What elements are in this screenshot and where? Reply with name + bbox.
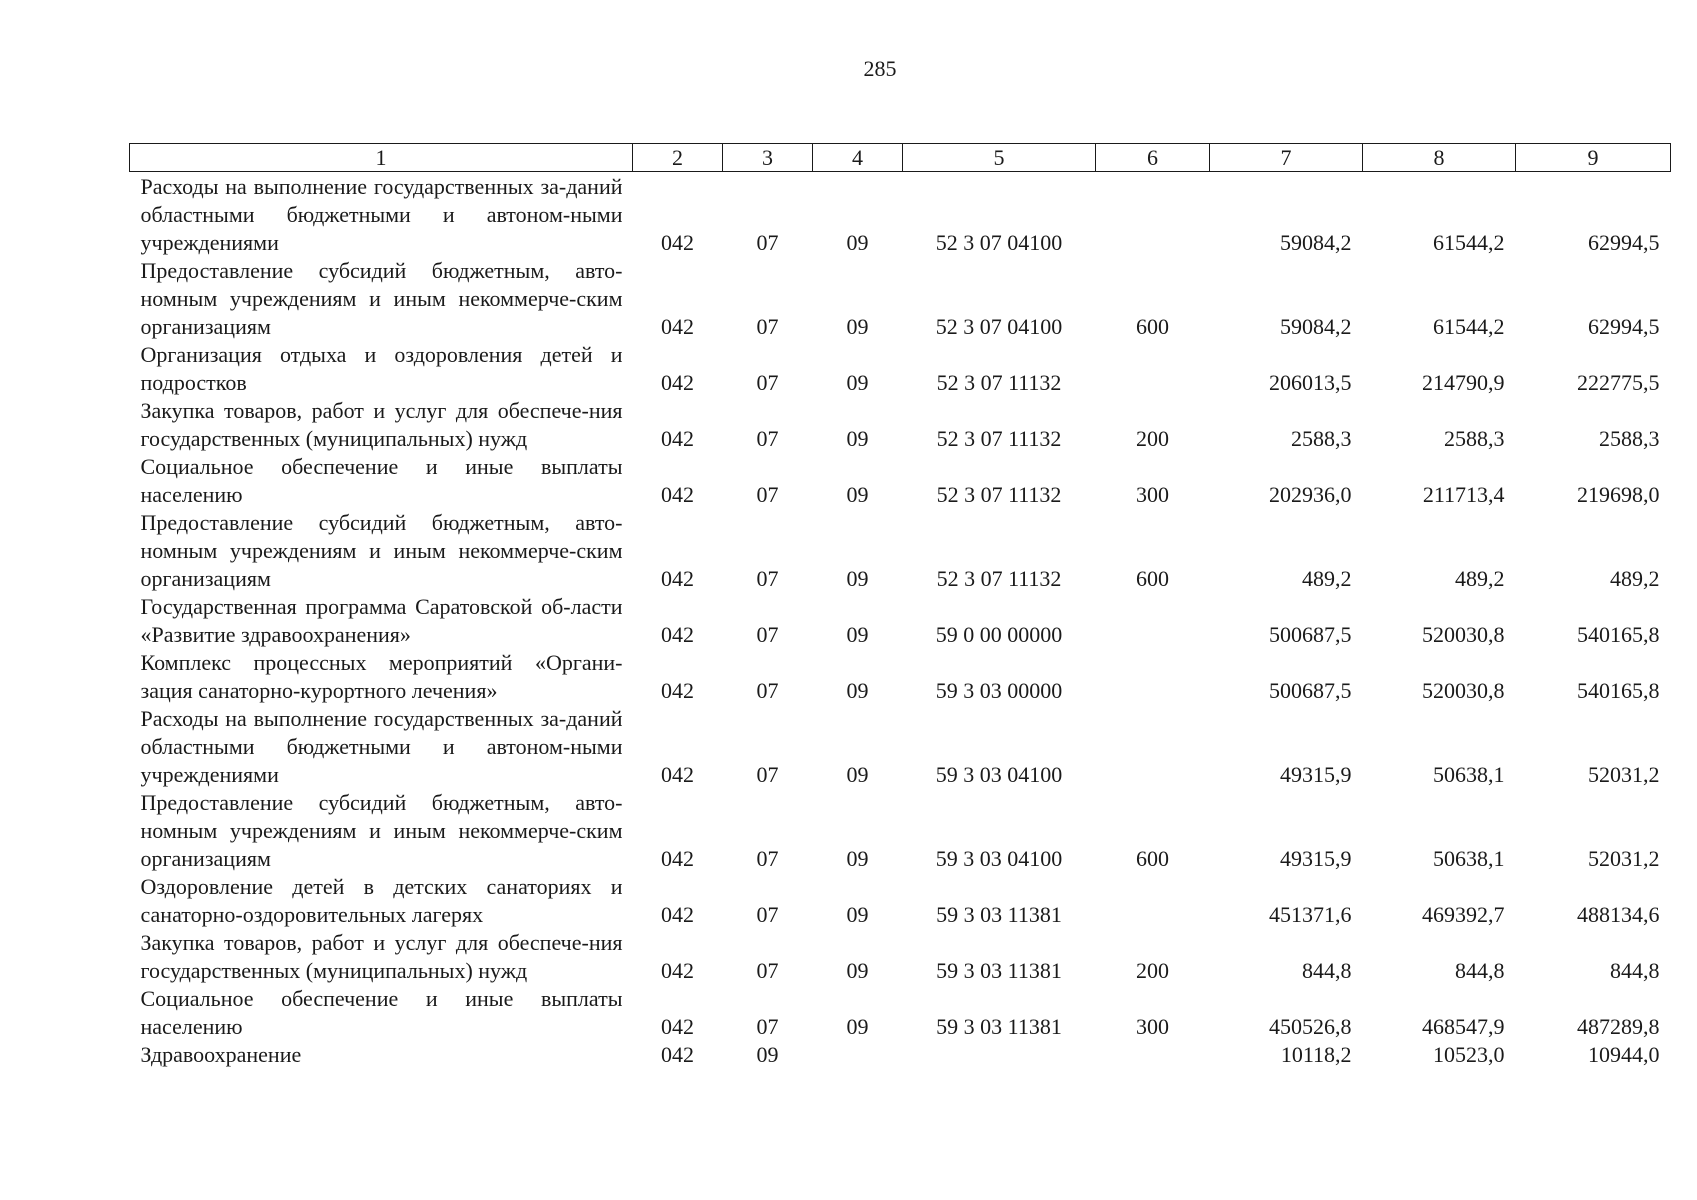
cell-amount-col7: 2588,3 — [1291, 426, 1352, 451]
cell-expense-type — [1096, 341, 1210, 397]
cell-admin-code: 042 — [661, 902, 694, 927]
cell-admin-code: 042 — [661, 482, 694, 507]
cell-target-item — [903, 1041, 1096, 1069]
table-row — [130, 789, 1671, 873]
cell-subsection: 09 — [846, 426, 869, 451]
cell-target-item: 59 0 00 00000 — [935, 622, 1063, 647]
cell-subsection: 09 — [846, 762, 869, 787]
table-row — [130, 1041, 1671, 1069]
cell-amount-col7: 59084,2 — [1280, 314, 1352, 339]
cell-amount-col8: 489,2 — [1455, 566, 1505, 591]
cell-amount-col7: 59084,2 — [1280, 230, 1352, 255]
header-col-5: 5 — [903, 144, 1096, 172]
cell-admin-code: 042 — [661, 846, 694, 871]
cell-amount-col8: 2588,3 — [1444, 426, 1505, 451]
cell-expense-type — [1096, 705, 1210, 789]
cell-amount-col8: 61544,2 — [1433, 230, 1505, 255]
cell-amount-col9: 540165,8 — [1577, 678, 1660, 703]
cell-amount-col8: 468547,9 — [1422, 1014, 1505, 1039]
cell-amount-col9: 2588,3 — [1599, 426, 1660, 451]
cell-subsection — [813, 1041, 903, 1069]
cell-section: 07 — [756, 902, 779, 927]
cell-admin-code: 042 — [661, 958, 694, 983]
cell-admin-code: 042 — [661, 566, 694, 591]
cell-target-item: 52 3 07 11132 — [936, 482, 1062, 507]
cell-expense-type — [1096, 1041, 1210, 1069]
cell-section: 07 — [756, 846, 779, 871]
cell-amount-col7: 489,2 — [1302, 566, 1352, 591]
cell-target-item: 59 3 03 04100 — [935, 762, 1063, 787]
cell-subsection: 09 — [846, 370, 869, 395]
table-row — [130, 341, 1671, 397]
cell-section: 07 — [756, 958, 779, 983]
cell-name: Организация отдыха и оздоровления детей и подростков — [140, 342, 623, 395]
header-row — [130, 144, 1671, 172]
cell-subsection: 09 — [846, 314, 869, 339]
cell-expense-type: 300 — [1136, 482, 1169, 507]
cell-name: Предоставление субсидий бюджетным, авто-номным учреждениям и иным некоммерче-ским организациям — [140, 790, 623, 871]
cell-amount-col8: 469392,7 — [1422, 902, 1505, 927]
cell-amount-col8: 61544,2 — [1433, 314, 1505, 339]
table-row — [130, 929, 1671, 985]
cell-amount-col9: 488134,6 — [1577, 902, 1660, 927]
cell-amount-col7: 451371,6 — [1269, 902, 1352, 927]
cell-amount-col9: 52031,2 — [1588, 846, 1660, 871]
header-col-9: 9 — [1516, 144, 1671, 172]
cell-name: Расходы на выполнение государственных за-даний областными бюджетными и автоном-ными учреждениями — [140, 174, 623, 255]
cell-name: Расходы на выполнение государственных за-даний областными бюджетными и автоном-ными учреждениями — [140, 706, 623, 787]
cell-subsection: 09 — [846, 958, 869, 983]
cell-section: 07 — [756, 622, 779, 647]
cell-amount-col8: 214790,9 — [1422, 370, 1505, 395]
cell-amount-col7: 49315,9 — [1280, 846, 1352, 871]
table-body — [130, 172, 1671, 1070]
cell-name: Социальное обеспечение и иные выплаты населению — [140, 454, 623, 507]
cell-admin-code: 042 — [661, 762, 694, 787]
cell-amount-col7: 500687,5 — [1269, 622, 1352, 647]
cell-subsection: 09 — [846, 230, 869, 255]
cell-expense-type: 200 — [1136, 958, 1169, 983]
table-row — [130, 985, 1671, 1041]
cell-name: Предоставление субсидий бюджетным, авто-номным учреждениям и иным некоммерче-ским организациям — [140, 258, 623, 339]
cell-amount-col7: 206013,5 — [1269, 370, 1352, 395]
cell-amount-col8: 520030,8 — [1422, 622, 1505, 647]
cell-subsection: 09 — [846, 482, 869, 507]
cell-section: 07 — [756, 1014, 779, 1039]
cell-expense-type — [1096, 593, 1210, 649]
cell-admin-code: 042 — [661, 426, 694, 451]
cell-subsection: 09 — [846, 622, 869, 647]
cell-section: 09 — [756, 1042, 779, 1067]
table-row — [130, 649, 1671, 705]
cell-name: Здравоохранение — [140, 1042, 302, 1067]
table-row — [130, 172, 1671, 258]
cell-name: Закупка товаров, работ и услуг для обеспече-ния государственных (муниципальных) нужд — [140, 398, 623, 451]
cell-target-item: 52 3 07 11132 — [936, 370, 1062, 395]
cell-admin-code: 042 — [661, 314, 694, 339]
cell-section: 07 — [756, 230, 779, 255]
cell-amount-col9: 489,2 — [1610, 566, 1660, 591]
cell-amount-col7: 10118,2 — [1280, 1042, 1352, 1067]
cell-name: Предоставление субсидий бюджетным, авто-номным учреждениям и иным некоммерче-ским организациям — [140, 510, 623, 591]
cell-name: Комплекс процессных мероприятий «Органи-зация санаторно-курортного лечения» — [140, 650, 623, 703]
cell-amount-col8: 844,8 — [1455, 958, 1505, 983]
cell-target-item: 59 3 03 11381 — [936, 902, 1062, 927]
cell-expense-type: 300 — [1136, 1014, 1169, 1039]
cell-expense-type: 600 — [1136, 566, 1169, 591]
cell-name: Закупка товаров, работ и услуг для обеспече-ния государственных (муниципальных) нужд — [140, 930, 623, 983]
cell-amount-col7: 49315,9 — [1280, 762, 1352, 787]
cell-expense-type — [1096, 873, 1210, 929]
header-col-2: 2 — [633, 144, 723, 172]
header-col-6: 6 — [1096, 144, 1210, 172]
cell-section: 07 — [756, 566, 779, 591]
cell-target-item: 52 3 07 04100 — [935, 314, 1063, 339]
cell-expense-type — [1096, 172, 1210, 258]
cell-amount-col8: 211713,4 — [1422, 482, 1505, 507]
budget-table — [129, 143, 1671, 1069]
cell-subsection: 09 — [846, 846, 869, 871]
cell-amount-col9: 62994,5 — [1588, 230, 1660, 255]
table-row — [130, 257, 1671, 341]
table-header — [130, 144, 1671, 172]
cell-name: Социальное обеспечение и иные выплаты населению — [140, 986, 623, 1039]
cell-amount-col9: 222775,5 — [1577, 370, 1660, 395]
cell-amount-col9: 219698,0 — [1577, 482, 1660, 507]
cell-amount-col7: 202936,0 — [1269, 482, 1352, 507]
table-row — [130, 705, 1671, 789]
header-col-7: 7 — [1210, 144, 1363, 172]
cell-amount-col9: 540165,8 — [1577, 622, 1660, 647]
cell-subsection: 09 — [846, 566, 869, 591]
cell-amount-col8: 10523,0 — [1433, 1042, 1505, 1067]
cell-amount-col9: 844,8 — [1610, 958, 1660, 983]
table-row — [130, 509, 1671, 593]
cell-admin-code: 042 — [661, 230, 694, 255]
cell-admin-code: 042 — [661, 370, 694, 395]
cell-amount-col7: 450526,8 — [1269, 1014, 1352, 1039]
cell-amount-col9: 62994,5 — [1588, 314, 1660, 339]
cell-target-item: 52 3 07 04100 — [935, 230, 1063, 255]
cell-admin-code: 042 — [661, 1042, 694, 1067]
cell-amount-col7: 500687,5 — [1269, 678, 1352, 703]
cell-section: 07 — [756, 762, 779, 787]
header-col-4: 4 — [813, 144, 903, 172]
cell-expense-type: 600 — [1136, 314, 1169, 339]
cell-amount-col8: 50638,1 — [1433, 846, 1505, 871]
cell-expense-type: 200 — [1136, 426, 1169, 451]
table-row — [130, 397, 1671, 453]
cell-subsection: 09 — [846, 1014, 869, 1039]
cell-admin-code: 042 — [661, 622, 694, 647]
header-col-8: 8 — [1363, 144, 1516, 172]
cell-section: 07 — [756, 314, 779, 339]
cell-section: 07 — [756, 370, 779, 395]
cell-target-item: 59 3 03 04100 — [935, 846, 1063, 871]
cell-admin-code: 042 — [661, 1014, 694, 1039]
header-col-3: 3 — [723, 144, 813, 172]
cell-target-item: 59 3 03 00000 — [935, 678, 1063, 703]
cell-admin-code: 042 — [661, 678, 694, 703]
cell-section: 07 — [756, 678, 779, 703]
cell-section: 07 — [756, 482, 779, 507]
cell-amount-col9: 487289,8 — [1577, 1014, 1660, 1039]
cell-expense-type: 600 — [1136, 846, 1169, 871]
table-row — [130, 593, 1671, 649]
cell-amount-col7: 844,8 — [1302, 958, 1352, 983]
table-row — [130, 453, 1671, 509]
cell-subsection: 09 — [846, 678, 869, 703]
cell-target-item: 59 3 03 11381 — [936, 958, 1062, 983]
cell-amount-col9: 52031,2 — [1588, 762, 1660, 787]
page-number: 285 — [863, 56, 897, 81]
table-row — [130, 873, 1671, 929]
cell-target-item: 52 3 07 11132 — [936, 426, 1062, 451]
cell-name: Государственная программа Саратовской об-ласти «Развитие здравоохранения» — [140, 594, 623, 647]
cell-target-item: 59 3 03 11381 — [936, 1014, 1062, 1039]
cell-amount-col8: 520030,8 — [1422, 678, 1505, 703]
cell-target-item: 52 3 07 11132 — [936, 566, 1062, 591]
cell-amount-col8: 50638,1 — [1433, 762, 1505, 787]
cell-section: 07 — [756, 426, 779, 451]
header-col-1: 1 — [130, 144, 633, 172]
cell-subsection: 09 — [846, 902, 869, 927]
cell-expense-type — [1096, 649, 1210, 705]
cell-amount-col9: 10944,0 — [1588, 1042, 1660, 1067]
cell-name: Оздоровление детей в детских санаториях и санаторно-оздоровительных лагерях — [140, 874, 623, 927]
